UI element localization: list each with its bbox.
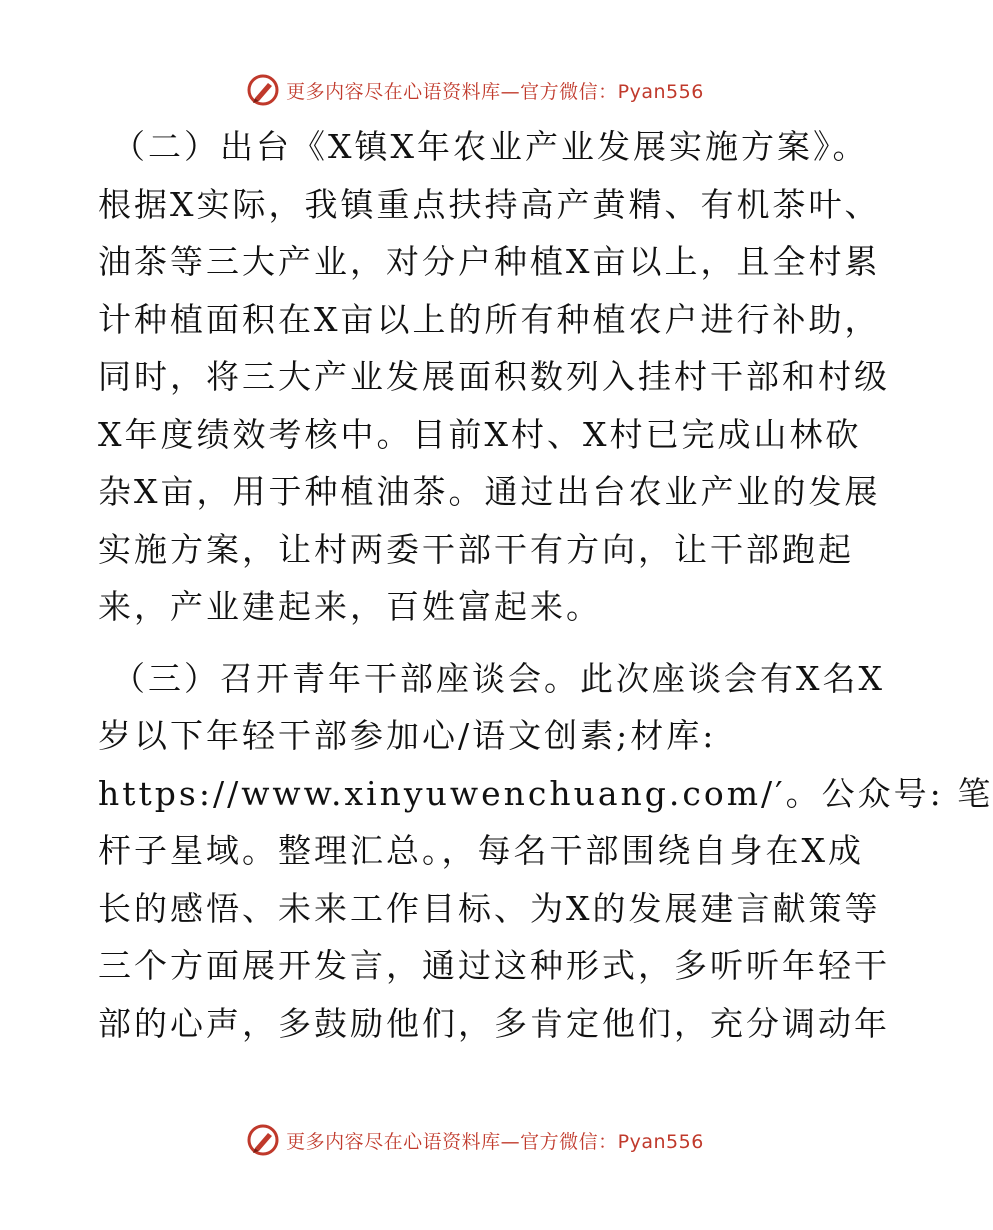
text-line: 来，产业建起来，百姓富起来。 [98,587,602,626]
text-line: 长的感悟、未来工作目标、为X的发展建言献策等 [98,888,881,928]
text-line: 计种植面积在X亩以上的所有种植农户进行补助， [98,299,881,339]
text-line: 杂X亩，用于种植油茶。通过出台农业产业的发展 [98,472,881,511]
text-line: https://www.xinyuwenchuang.com/′。公众号: 笔 [98,773,993,813]
paragraph-gap [98,636,858,650]
watermark-text: 更多内容尽在心语资料库—官方微信：Pyan556 [286,1130,704,1153]
paragraph-2 [98,118,890,636]
text-line: 油茶等三大产业，对分户种植X亩以上，且全村累 [98,242,881,281]
text-line: （二）出台《X镇X年农业产业发展实施方案》。 [112,127,869,166]
paragraph-3 [98,650,993,1053]
text-line: 杆子星域。整理汇总。，每名干部围绕自身在X成 [98,831,864,870]
text-line: 部的心声，多鼓励他们，多肯定他们，充分调动年 [98,1003,890,1043]
footer-watermark [0,1120,950,1160]
header-watermark [0,70,950,110]
text-line: X年度绩效考核中。目前X村、X村已完成山林砍 [98,414,862,454]
document-body [98,118,993,1052]
text-line: 三个方面展开发言，通过这种形式，多听听年轻干 [98,946,890,985]
pen-logo-icon [246,73,280,107]
text-line: 根据X实际，我镇重点扶持高产黄精、有机茶叶、 [98,184,881,224]
text-line: 实施方案，让村两委干部干有方向，让干部跑起 [98,529,854,569]
text-line: 同时，将三大产业发展面积数列入挂村干部和村级 [98,357,890,396]
watermark-text: 更多内容尽在心语资料库—官方微信：Pyan556 [286,80,704,103]
text-line: 岁以下年轻干部参加心/语文创素;材库: [98,716,717,755]
text-line: （三）召开青年干部座谈会。此次座谈会有X名X [112,658,885,698]
pen-logo-icon [246,1123,280,1157]
